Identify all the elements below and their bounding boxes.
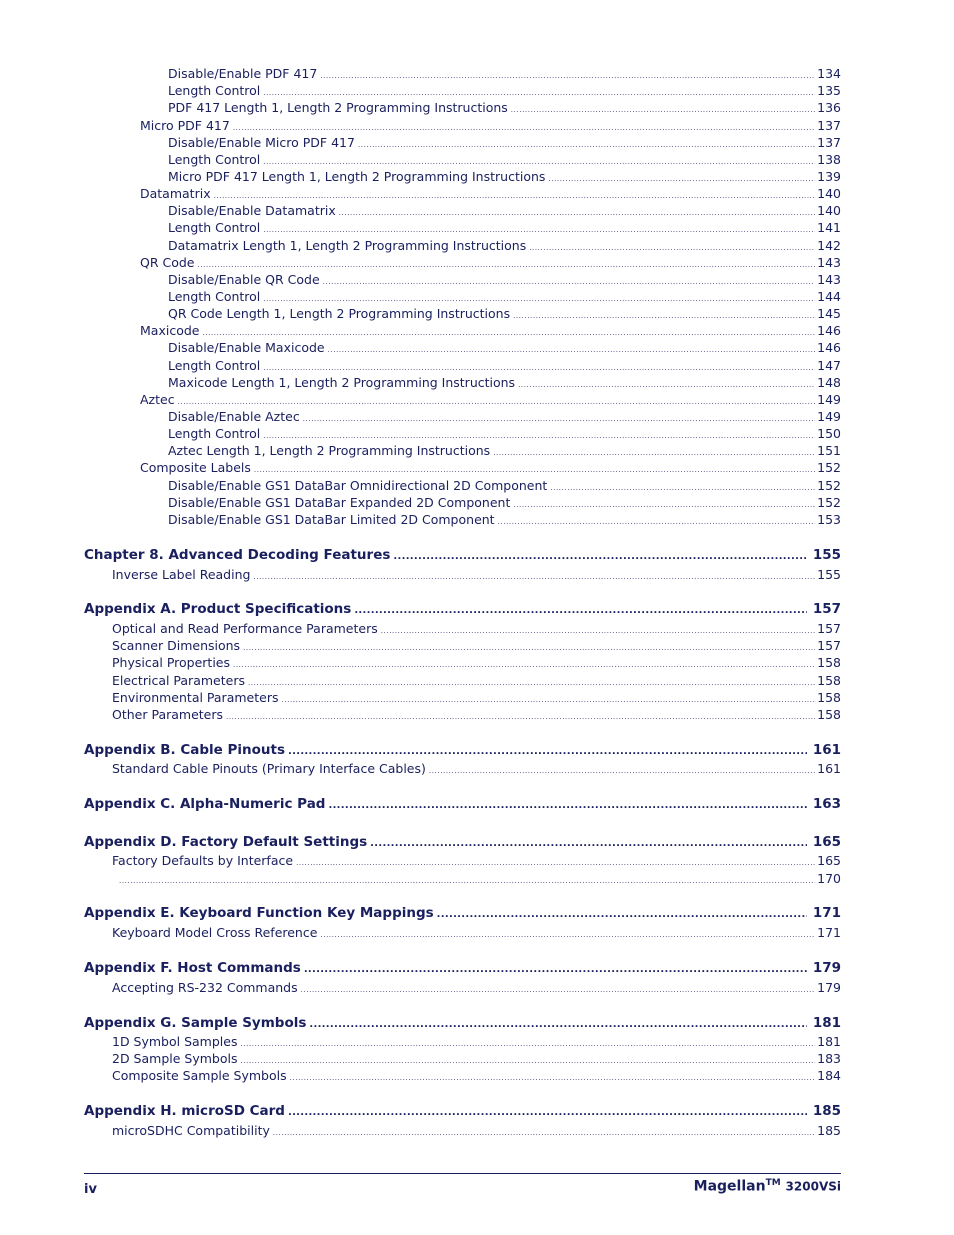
footer-product-name bbox=[694, 1178, 841, 1195]
toc-entry-page: 146 bbox=[817, 323, 841, 338]
toc-entry-title: Disable/Enable GS1 DataBar Expanded 2D Component bbox=[168, 495, 511, 510]
toc-entry-page: 145 bbox=[817, 306, 841, 321]
toc-chapter-entry[interactable] bbox=[84, 742, 841, 760]
toc-entry-page: 137 bbox=[817, 135, 841, 150]
toc-chapter-entry[interactable] bbox=[84, 796, 841, 814]
toc-entry-page: 137 bbox=[817, 118, 841, 133]
toc-chapter-entry[interactable] bbox=[84, 960, 841, 978]
toc-entry[interactable] bbox=[112, 924, 841, 944]
toc-entry-page: 149 bbox=[817, 392, 841, 407]
toc-dot-leader bbox=[498, 514, 816, 531]
toc-dot-leader bbox=[370, 835, 807, 852]
toc-dot-leader bbox=[273, 1125, 815, 1142]
toc-entry-title: Inverse Label Reading bbox=[112, 567, 251, 582]
toc-entry-title: Appendix F. Host Commands bbox=[84, 960, 301, 976]
toc-entry-title: Aztec bbox=[140, 392, 175, 407]
toc-entry-title: Disable/Enable Micro PDF 417 bbox=[168, 135, 355, 150]
toc-dot-leader bbox=[429, 763, 815, 780]
toc-entry-page: 158 bbox=[817, 707, 841, 722]
toc-entry-title: Appendix H. microSD Card bbox=[84, 1103, 285, 1119]
toc-entry-title: Appendix C. Alpha-Numeric Pad bbox=[84, 796, 326, 812]
toc-entry-page: 184 bbox=[817, 1068, 841, 1083]
toc-entry-title: Micro PDF 417 bbox=[140, 118, 230, 133]
toc-entry-page: 161 bbox=[812, 742, 841, 758]
toc-entry-title: Maxicode Length 1, Length 2 Programming Instructions bbox=[168, 375, 516, 390]
toc-dot-leader bbox=[288, 743, 807, 760]
toc-chapter-entry[interactable] bbox=[84, 1103, 841, 1121]
toc-entry-title: Length Control bbox=[168, 152, 261, 167]
toc-entry-title: Disable/Enable Maxicode bbox=[168, 340, 325, 355]
toc-dot-leader bbox=[253, 569, 815, 586]
toc-entry-page: 134 bbox=[817, 66, 841, 81]
toc-entry-title: Physical Properties bbox=[112, 655, 230, 670]
toc-entry-page: 138 bbox=[817, 152, 841, 167]
toc-entry-title: Appendix D. Factory Default Settings bbox=[84, 834, 368, 850]
toc-entry-page: 140 bbox=[817, 203, 841, 218]
toc-entry-title: Length Control bbox=[168, 426, 261, 441]
toc-dot-leader bbox=[288, 1104, 807, 1121]
toc-dot-leader bbox=[437, 906, 807, 923]
toc-entry-title: Chapter 8. Advanced Decoding Features bbox=[84, 547, 391, 563]
toc-entry-page: 146 bbox=[817, 340, 841, 355]
toc-entry-page: 152 bbox=[817, 460, 841, 475]
toc-entry-page: 155 bbox=[812, 547, 841, 563]
toc-entry-page: 157 bbox=[817, 638, 841, 653]
toc-entry-title: Optical and Read Performance Parameters bbox=[112, 621, 378, 636]
toc-chapter-entry[interactable] bbox=[84, 547, 841, 565]
toc-dot-leader bbox=[301, 982, 816, 999]
toc-entry[interactable] bbox=[112, 1067, 841, 1087]
toc-entry-title: Accepting RS-232 Commands bbox=[112, 980, 298, 995]
toc-entry-title: 1D Symbol Samples bbox=[112, 1034, 238, 1049]
toc-dot-leader bbox=[354, 602, 806, 619]
toc-entry-page: 161 bbox=[817, 761, 841, 776]
toc-entry-title: Datamatrix bbox=[140, 186, 211, 201]
footer-page-number: iv bbox=[84, 1182, 97, 1197]
toc-entry-page: 147 bbox=[817, 358, 841, 373]
toc-entry-page: 171 bbox=[812, 905, 841, 921]
toc-entry[interactable] bbox=[112, 760, 841, 780]
toc-entry[interactable] bbox=[112, 654, 841, 674]
toc-entry-page: 157 bbox=[812, 601, 841, 617]
toc-entry-page: 152 bbox=[817, 495, 841, 510]
toc-chapter-entry[interactable] bbox=[84, 834, 841, 852]
toc-entry[interactable] bbox=[112, 1122, 841, 1142]
toc-entry[interactable] bbox=[112, 979, 841, 999]
toc-entry-title: Other Parameters bbox=[112, 707, 224, 722]
toc-entry-page: 150 bbox=[817, 426, 841, 441]
product-model: 3200VSi bbox=[785, 1179, 841, 1194]
toc-entry-title: Appendix G. Sample Symbols bbox=[84, 1015, 307, 1031]
product-name: Magellan bbox=[693, 1178, 766, 1195]
toc-entry-page: 158 bbox=[817, 690, 841, 705]
toc-entry-page: 170 bbox=[817, 871, 841, 886]
toc-dot-leader bbox=[320, 927, 815, 944]
toc-dot-leader bbox=[309, 1016, 806, 1033]
toc-entry-title: Scanner Dimensions bbox=[112, 638, 241, 653]
toc-entry-page: 165 bbox=[812, 834, 841, 850]
toc-entry-title: Aztec Length 1, Length 2 Programming Instructions bbox=[168, 443, 491, 458]
toc-entry-title: Composite Sample Symbols bbox=[112, 1068, 287, 1083]
toc-entry-page: 135 bbox=[817, 83, 841, 98]
toc-entry[interactable] bbox=[112, 706, 841, 726]
toc-entry-title: QR Code bbox=[140, 255, 195, 270]
toc-entry-title: Keyboard Model Cross Reference bbox=[112, 925, 318, 940]
toc-dot-leader bbox=[393, 548, 806, 565]
toc-entry-page: 136 bbox=[817, 100, 841, 115]
toc-entry-title: Length Control bbox=[168, 289, 261, 304]
toc-entry-title: Electrical Parameters bbox=[112, 673, 245, 688]
toc-entry-page: 171 bbox=[817, 925, 841, 940]
toc-entry-title: Appendix B. Cable Pinouts bbox=[84, 742, 286, 758]
toc-entry-title: microSDHC Compatibility bbox=[112, 1123, 270, 1138]
toc-entry-title: Factory Defaults by Interface bbox=[112, 853, 294, 868]
toc-dot-leader bbox=[226, 709, 815, 726]
toc-entry-title: Environmental Parameters bbox=[112, 690, 279, 705]
toc-chapter-entry[interactable] bbox=[84, 601, 841, 619]
toc-entry[interactable] bbox=[168, 339, 841, 359]
toc-entry-title: Micro PDF 417 Length 1, Length 2 Programming Instructions bbox=[168, 169, 546, 184]
toc-chapter-entry[interactable] bbox=[84, 905, 841, 923]
toc-entry-page: 142 bbox=[817, 238, 841, 253]
toc-entry-title: Standard Cable Pinouts (Primary Interface Cables) bbox=[112, 761, 426, 776]
toc-entry-page: 157 bbox=[817, 621, 841, 636]
toc-entry[interactable] bbox=[140, 459, 841, 479]
toc-entry-page: 181 bbox=[817, 1034, 841, 1049]
toc-chapter-entry[interactable] bbox=[84, 1015, 841, 1033]
toc-entry[interactable] bbox=[116, 870, 841, 890]
toc-entry[interactable] bbox=[112, 566, 841, 586]
toc-entry-title: Length Control bbox=[168, 358, 261, 373]
toc-dot-leader bbox=[290, 1070, 816, 1087]
toc-entry-title: Disable/Enable Aztec bbox=[168, 409, 300, 424]
toc-entry[interactable] bbox=[112, 852, 841, 872]
toc-entry-page: 152 bbox=[817, 478, 841, 493]
toc-entry-page: 139 bbox=[817, 169, 841, 184]
toc-entry-page: 143 bbox=[817, 255, 841, 270]
toc-entry-page: 158 bbox=[817, 655, 841, 670]
toc-entry-title: Maxicode bbox=[140, 323, 200, 338]
toc-entry-page: 181 bbox=[812, 1015, 841, 1031]
toc-entry-page: 185 bbox=[812, 1103, 841, 1119]
toc-entry-title: Composite Labels bbox=[140, 460, 251, 475]
toc-entry-page: 165 bbox=[817, 853, 841, 868]
toc-entry-title: Disable/Enable QR Code bbox=[168, 272, 320, 287]
toc-entry-page: 151 bbox=[817, 443, 841, 458]
footer-divider bbox=[84, 1173, 841, 1174]
toc-entry-title: Length Control bbox=[168, 220, 261, 235]
toc-dot-leader bbox=[119, 873, 815, 890]
toc-entry-title: Appendix A. Product Specifications bbox=[84, 601, 352, 617]
trademark-mark: TM bbox=[765, 1178, 781, 1188]
toc-entry-title: Disable/Enable Datamatrix bbox=[168, 203, 336, 218]
toc-entry[interactable] bbox=[168, 511, 841, 531]
toc-entry[interactable] bbox=[168, 99, 841, 119]
toc-entry-page: 140 bbox=[817, 186, 841, 201]
toc-entry-page: 144 bbox=[817, 289, 841, 304]
toc-dot-leader bbox=[328, 797, 806, 814]
toc-entry-page: 155 bbox=[817, 567, 841, 582]
toc-entry-page: 158 bbox=[817, 673, 841, 688]
toc-entry-title: Length Control bbox=[168, 83, 261, 98]
toc-entry-title: QR Code Length 1, Length 2 Programming Instructions bbox=[168, 306, 511, 321]
toc-entry-page: 163 bbox=[812, 796, 841, 812]
toc-entry-title: Disable/Enable PDF 417 bbox=[168, 66, 318, 81]
toc-entry-page: 179 bbox=[817, 980, 841, 995]
toc-entry-title: Disable/Enable GS1 DataBar Omnidirectional 2D Component bbox=[168, 478, 548, 493]
toc-entry-page: 179 bbox=[812, 960, 841, 976]
toc-entry-title: Datamatrix Length 1, Length 2 Programming Instructions bbox=[168, 238, 527, 253]
toc-entry-page: 183 bbox=[817, 1051, 841, 1066]
toc-entry-title: 2D Sample Symbols bbox=[112, 1051, 238, 1066]
toc-dot-leader bbox=[304, 961, 807, 978]
toc-entry-page: 185 bbox=[817, 1123, 841, 1138]
toc-entry-title: Disable/Enable GS1 DataBar Limited 2D Component bbox=[168, 512, 495, 527]
toc-entry-page: 148 bbox=[817, 375, 841, 390]
toc-entry-page: 143 bbox=[817, 272, 841, 287]
toc-entry-title: Appendix E. Keyboard Function Key Mappings bbox=[84, 905, 434, 921]
toc-entry-page: 149 bbox=[817, 409, 841, 424]
toc-entry-title: PDF 417 Length 1, Length 2 Programming Instructions bbox=[168, 100, 508, 115]
toc-entry[interactable] bbox=[168, 219, 841, 239]
toc-entry-page: 141 bbox=[817, 220, 841, 235]
toc-entry-page: 153 bbox=[817, 512, 841, 527]
